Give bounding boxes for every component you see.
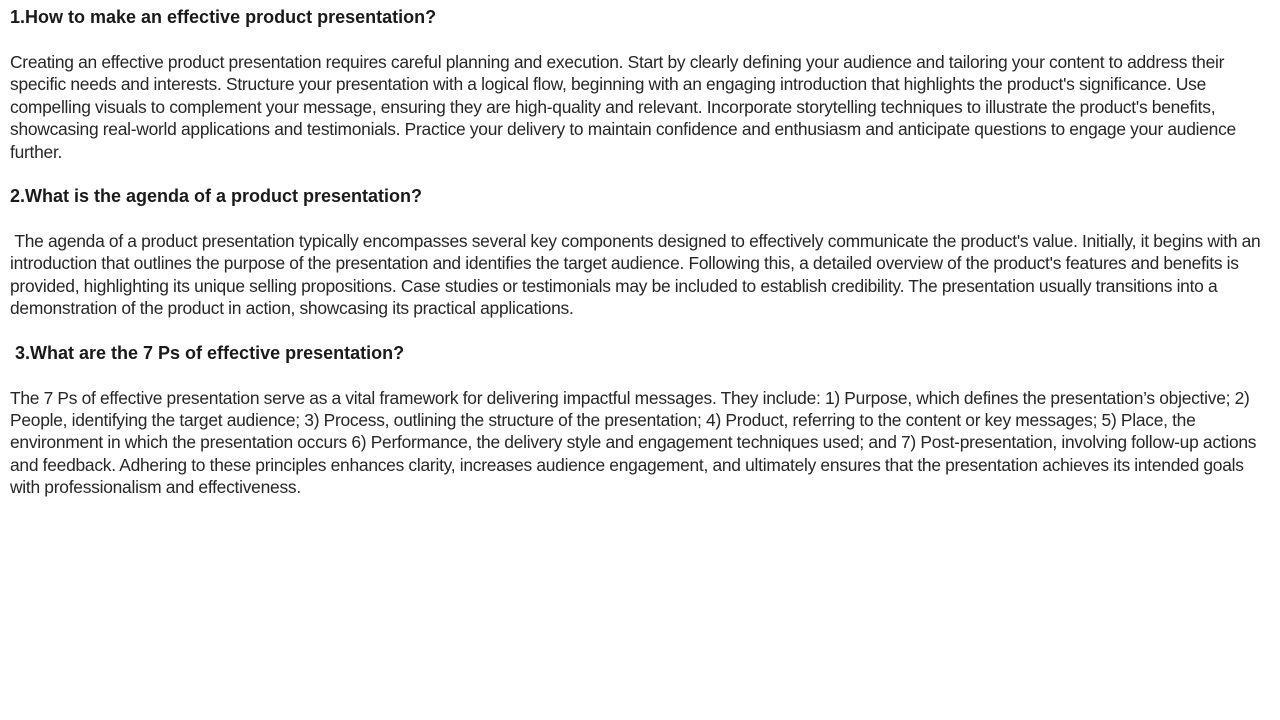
faq-item-2	[10, 185, 1274, 320]
faq-question-3: 3.What are the 7 Ps of effective presentation?	[10, 342, 405, 363]
faq-answer-1: Creating an effective product presentation requires careful planning and execution. Start by clearly defining your audience and tailoring your content to address their specific needs and interests. Structure your presentation with a logical flow, beginning with an engaging introduction that highlights the product's significance. Use compelling visuals to complement your message, ensuring they are high-quality and relevant. Incorporate storytelling techniques to illustrate the product's benefits, showcasing real-world applications and testimonials. Practice your delivery to maintain confidence and enthusiasm and anticipate questions to engage your audience further.	[10, 52, 1241, 162]
faq-question-1: 1.How to make an effective product presentation?	[10, 7, 437, 27]
faq-document	[10, 6, 1274, 499]
faq-answer-2: The agenda of a product presentation typically encompasses several key components designed to effectively communicate the product's value. Initially, it begins with an introduction that outlines the purpose of the presentation and identifies the target audience. Following this, a detailed overview of the product's features and benefits is provided, highlighting its unique selling propositions. Case studies or testimonials may be included to establish credibility. The presentation usually transitions into a demonstration of the product in action, showcasing its practical applications.	[10, 231, 1265, 319]
faq-item-3	[10, 342, 1274, 499]
faq-answer-3: The 7 Ps of effective presentation serve as a vital framework for delivering impactful messages. They include: 1) Purpose, which defines the presentation’s objective; 2) People, identifying the target audience; 3) Process, outlining the structure of the presentation; 4) Product, referring to the content or key messages; 5) Place, the environment in which the presentation occurs 6) Performance, the delivery style and engagement techniques used; and 7) Post-presentation, involving follow-up actions and feedback. Adhering to these principles enhances clarity, increases audience engagement, and ultimately ensures that the presentation achieves its intended goals with professionalism and effectiveness.	[10, 387, 1261, 498]
faq-question-2: 2.What is the agenda of a product presentation?	[10, 186, 423, 207]
faq-item-1	[10, 6, 1274, 163]
